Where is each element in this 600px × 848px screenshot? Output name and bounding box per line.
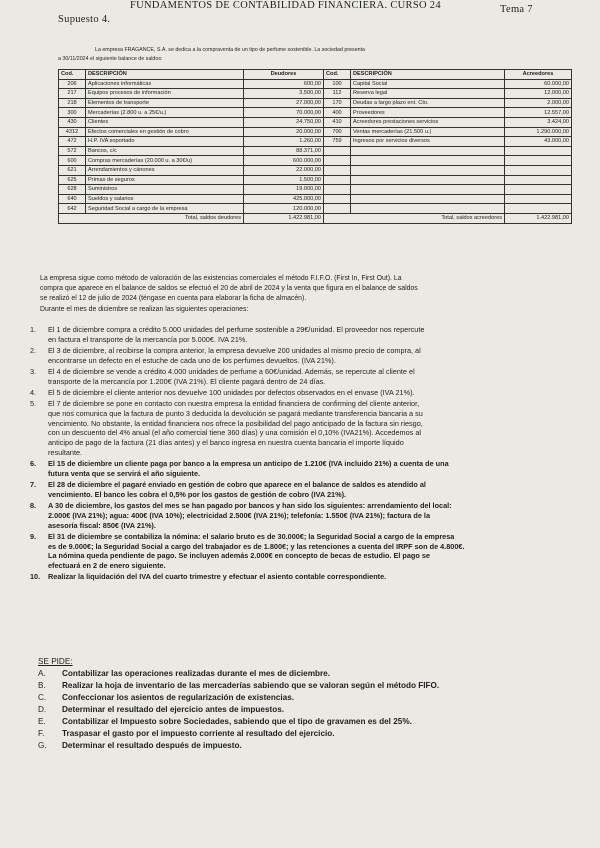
account-description: Sueldos y salarios [86,194,244,204]
account-code-2: 410 [324,117,351,127]
balance-total-row [59,213,572,223]
account-code: 625 [59,175,86,185]
account-code-2: 400 [324,108,351,118]
account-description: Clientes [86,117,244,127]
debit-amount: 425.000,00 [244,194,324,204]
account-code-2 [324,185,351,195]
method-line-2: compra que aparece en el balance de saldos se efectuó el 20 de abril de 2024 y la venta que figura en el balance de saldos [40,285,418,292]
operation-line: resultante. [48,447,83,457]
credit-amount: 60.000,00 [505,79,572,89]
requirement-text: Traspasar el gasto por el impuesto corriente al resultado del ejercicio. [62,729,335,738]
balance-row [59,108,572,118]
requirement-item [38,668,439,680]
account-description-2 [351,185,505,195]
account-code: 217 [59,89,86,99]
debit-amount: 27.000,00 [244,98,324,108]
account-code: 4312 [59,127,86,137]
requirements-heading: SE PIDE: [38,657,73,666]
operation-line: que nos comunica que la factura de punto 3 deducida la devolución se pagará mediante transferencia bancaria a su [48,409,423,418]
operation-item [30,532,590,571]
requirement-letter: D. [38,705,47,714]
account-description: Mercaderías (2.800 u. a 25€/u.) [86,108,244,118]
operation-number: 4. [30,388,37,397]
balance-row [59,194,572,204]
debit-amount: 120.000,00 [244,204,324,214]
requirement-item [38,716,439,728]
operation-number: 1. [30,325,37,334]
requirement-item [38,740,439,752]
operation-number: 8. [30,501,37,511]
intro-line-1: La empresa FRAGANCE, S.A. se dedica a la compraventa de un tipo de perfume sostenible. La sociedad presenta [95,47,365,53]
operation-line: asesoría fiscal: 850€ (IVA 21%). [48,520,156,530]
requirement-letter: F. [38,729,45,738]
requirement-letter: E. [38,717,46,726]
operation-item [30,501,590,530]
debit-amount: 88.371,00 [244,146,324,156]
requirement-letter: G. [38,741,47,750]
method-line-4: Durante el mes de diciembre se realizan las siguientes operaciones: [40,306,249,313]
debit-amount: 1.260,00 [244,137,324,147]
account-description: Bancos, c/c [86,146,244,156]
account-code-2: 759 [324,137,351,147]
operation-number: 2. [30,346,37,355]
operation-line: 2.000€ (IVA 21%); agua: 400€ (IVA 10%); electricidad 2.500€ (IVA 21%); telefonía: 1.550€ (IVA 21%); factura de la [48,510,431,520]
credit-amount: 43.000,00 [505,137,572,147]
balance-row [59,137,572,147]
debit-amount: 22.000,00 [244,165,324,175]
account-code: 472 [59,137,86,147]
total-credit-label: Total, saldos acreedores [324,213,505,223]
operation-line: es de 9.000€; la Seguridad Social a cargo del trabajador es de 1.800€; y las retenciones a cuenta del IRPF son de 4.800€. [48,541,465,551]
account-description-2 [351,204,505,214]
credit-amount: 2.000,00 [505,98,572,108]
account-code: 430 [59,117,86,127]
account-code: 600 [59,156,86,166]
debit-amount: 20.000,00 [244,127,324,137]
operation-line: transporte de la mercancía por 1.200€ (IVA 21%). El cliente pagará dentro de 24 días. [48,376,326,386]
operation-line: A 30 de diciembre, los gastos del mes se han pagado por bancos y han sido los siguientes: arrendamiento del local: [48,501,452,511]
account-description-2: Capital Social [351,79,505,89]
intro-line-2: a 30/11/2024 el siguiente balance de saldos: [58,56,163,62]
requirement-text: Realizar la hoja de inventario de las mercaderías sabiendo que se valoran según el método FIFO. [62,681,440,690]
operation-line: El 15 de diciembre un cliente paga por banco a la empresa un anticipo de 1.210€ (IVA incluido 21%) a cuenta de una [48,459,449,469]
account-description-2: Ingresos por servicios diversos [351,137,505,147]
col-header-code: Cod. [59,70,86,80]
operation-item [30,399,590,457]
requirement-letter: C. [38,693,47,702]
total-credit-value: 1.422.981,00 [505,213,572,223]
account-code: 206 [59,79,86,89]
account-code-2 [324,204,351,214]
credit-amount [505,156,572,166]
account-description-2: Deudas a largo plazo ent. Cto. [351,98,505,108]
operation-line: El 4 de diciembre se vende a crédito 4.000 unidades de perfume a 60€/unidad. Además, se repercute al cliente el [48,367,415,376]
credit-amount [505,165,572,175]
requirement-text: Contabilizar el Impuesto sobre Sociedades, sabiendo que el tipo de gravamen es del 25%. [62,717,412,726]
balance-row [59,89,572,99]
operation-line: La nómina queda pendiente de pago. Se incluyen además 2.000€ en concepto de becas de estudio. El pago se [48,551,430,561]
requirement-text: Determinar el resultado del ejercicio antes de impuestos. [62,705,285,714]
requirement-item [38,692,439,704]
balance-row [59,165,572,175]
account-description: Seguridad Social a cargo de la empresa [86,204,244,214]
credit-amount [505,175,572,185]
requirement-letter: A. [38,669,46,678]
operation-item [30,572,590,582]
credit-amount [505,194,572,204]
operation-item [30,480,590,499]
operation-number: 3. [30,367,37,376]
balance-row [59,146,572,156]
operation-line: El 28 de diciembre el pagaré enviado en gestión de cobro que aparece en el balance de saldos es atendido al [48,480,426,490]
balance-row [59,117,572,127]
account-description-2 [351,146,505,156]
operation-line: encontrarse un defecto en el estuche de cada uno de los perfumes devueltos. (IVA 21%). [48,355,336,365]
account-code-2 [324,175,351,185]
method-line-1: La empresa sigue como método de valoración de las existencias comerciales el método F.I.F.O. (First In, First Out). La [40,275,402,282]
operation-item [30,367,590,386]
account-code: 300 [59,108,86,118]
account-code: 572 [59,146,86,156]
balance-row [59,127,572,137]
account-description-2: Acreedores prestaciones servicios [351,117,505,127]
credit-amount [505,204,572,214]
operation-number: 6. [30,459,37,469]
debit-amount: 19.000,00 [244,185,324,195]
debit-amount: 600,00 [244,79,324,89]
account-description: Elementos de transporte [86,98,244,108]
operation-line: El 3 de diciembre, al recibirse la compra anterior, la empresa devuelve 200 unidades al mismo precio de compra, al [48,346,421,355]
account-description-2 [351,156,505,166]
operation-line: El 1 de diciembre compra a crédito 5.000 unidades del perfume sostenible a 29€/unidad. El proveedor nos repercute [48,325,425,334]
account-description: Aplicaciones informáticas [86,79,244,89]
supuesto-label: Supuesto 4. [58,14,111,25]
account-code-2: 112 [324,89,351,99]
operation-line: vencimiento. No obstante, la entidad financiera nos ofrece la posibilidad del pago anticipado de la factura sin riesgo, [48,418,423,428]
account-code-2: 170 [324,98,351,108]
operation-item [30,459,590,478]
account-description-2: Ventas mercaderías (21.500 u.) [351,127,505,137]
col-header-description-2: DESCRIPCIÓN [351,70,505,80]
operation-item [30,388,590,398]
balance-row [59,175,572,185]
operation-number: 10. [30,572,41,582]
operation-item [30,346,590,365]
operation-item [30,325,590,344]
credit-amount: 12.557,00 [505,108,572,118]
requirement-text: Contabilizar las operaciones realizadas durante el mes de diciembre. [62,669,331,678]
operation-line: con un descuento del 4% anual (el año comercial tiene 360 días) y una comisión el 0,10% (IVA21%). Accedemos al [48,428,422,438]
debit-amount: 3.500,00 [244,89,324,99]
debit-amount: 1.500,00 [244,175,324,185]
operation-line: en factura el transporte de la mercancía por 5.000€. IVA 21%. [48,334,248,344]
total-debit-label: Total, saldos deudores [59,213,244,223]
operation-line: Realizar la liquidación del IVA del cuarto trimestre y efectuar el asiento contable correspondiente. [48,572,387,582]
col-header-debit: Deudores [244,70,324,80]
account-description: Equipos procesos de información [86,89,244,99]
balance-row [59,204,572,214]
debit-amount: 70.000,00 [244,108,324,118]
operation-line: anticipo de pago de la factura (21 días antes) y el banco ingresa en nuestra cuenta bancaria el importe líquido [48,438,404,448]
operation-line: El 7 de diciembre se pone en contacto con nuestra empresa la entidad financiera de confirming del cliente anterior, [48,399,420,409]
method-line-3: se realizó el 12 de julio de 2024 (téngase en cuenta para elaborar la ficha de almacén). [40,295,307,302]
account-code-2 [324,146,351,156]
col-header-code-2: Cod. [324,70,351,80]
credit-amount: 3.424,00 [505,117,572,127]
balance-row [59,98,572,108]
account-code: 621 [59,165,86,175]
account-description-2: Reserva legal [351,89,505,99]
account-description: H.P. IVA soportado [86,137,244,147]
col-header-credit: Acreedores [505,70,572,80]
balance-header-row [59,70,572,80]
account-code: 640 [59,194,86,204]
operation-number: 5. [30,399,37,409]
account-description: Compras mercaderías (20.000 u. a 30€/u) [86,156,244,166]
account-code: 628 [59,185,86,195]
requirement-text: Determinar el resultado después de impuesto. [62,741,242,750]
operation-line: futura venta que se servirá el año siguiente. [48,468,201,478]
balance-table [58,69,572,224]
requirements-section [38,656,439,752]
account-description: Arrendamientos y cánones [86,165,244,175]
requirement-text: Confeccionar los asientos de regularización de existencias. [62,693,295,702]
credit-amount: 1.290.000,00 [505,127,572,137]
credit-amount [505,185,572,195]
requirement-item [38,704,439,716]
operation-line: vencimiento. El banco les cobra el 0,5% por los gastos de gestión de cobro (IVA 21%). [48,489,347,499]
balance-row [59,79,572,89]
account-code: 218 [59,98,86,108]
debit-amount: 24.750,00 [244,117,324,127]
account-description: Suministros [86,185,244,195]
account-code-2: 100 [324,79,351,89]
operation-line: efectuará en 2 de enero siguiente. [48,560,166,570]
account-description-2: Proveedores [351,108,505,118]
balance-row [59,185,572,195]
total-debit-value: 1.422.981,00 [244,213,324,223]
tema-label: Tema 7 [500,4,533,15]
credit-amount: 12.000,00 [505,89,572,99]
requirement-item [38,680,439,692]
account-code-2: 700 [324,127,351,137]
balance-row [59,156,572,166]
account-code-2 [324,194,351,204]
account-description-2 [351,175,505,185]
operations-list [30,325,590,584]
account-description-2 [351,194,505,204]
operation-line: El 5 de diciembre el cliente anterior nos devuelve 100 unidades por defectos observados en el envase (IVA 21%). [48,388,415,397]
requirement-item [38,728,439,740]
operation-number: 9. [30,531,37,541]
requirement-letter: B. [38,681,46,690]
course-title: FUNDAMENTOS DE CONTABILIDAD FINANCIERA. CURSO 24 [130,0,441,11]
debit-amount: 600.000,00 [244,156,324,166]
account-code: 642 [59,204,86,214]
operation-number: 7. [30,480,37,490]
account-description: Efectos comerciales en gestión de cobro [86,127,244,137]
account-code-2 [324,156,351,166]
account-description: Primas de seguros [86,175,244,185]
col-header-description: DESCRIPCIÓN [86,70,244,80]
credit-amount [505,146,572,156]
operation-line: El 31 de diciembre se contabiliza la nómina: el salario bruto es de 30.000€; la Seguridad Social a cargo de la empresa [48,531,455,541]
account-description-2 [351,165,505,175]
account-code-2 [324,165,351,175]
